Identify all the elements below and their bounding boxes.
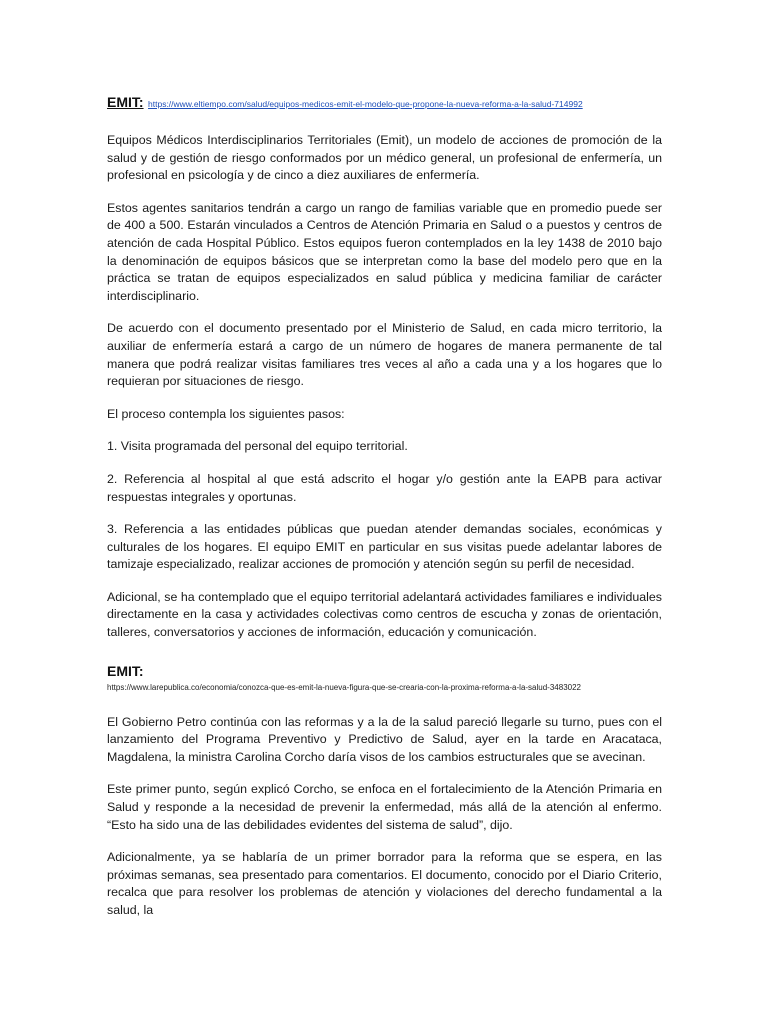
section2-url: https://www.larepublica.co/economia/conozca-que-es-emit-la-nueva-figura-que-se-crearia-con-la-proxima-reforma-a-la-salud-3483022 — [107, 682, 581, 692]
section1-paragraph-4: El proceso contempla los siguientes pasos: — [107, 406, 345, 421]
section1-step-1: 1. Visita programada del personal del equipo territorial. — [107, 439, 408, 454]
section1-paragraph-2: Estos agentes sanitarios tendrán a cargo un rango de familias variable que en promedio puede ser de 400 a 500. Estarán vinculados a Centros de Atención Primaria en Salud o a puestos y centros de atención de cada Hospital Público. Estos equipos fueron contemplados en la ley 1438 de 2010 bajo la denominación de equipos básicos que se interpretan como la base del modelo pero que en la práctica se tratan de equipos especializados en salud pública y medicina familiar de carácter interdisciplinario. — [107, 200, 662, 303]
section1-paragraph-1: Equipos Médicos Interdisciplinarios Territoriales (Emit), un modelo de acciones de promoción de la salud y de gestión de riesgo conformados por un médico general, un profesional de enfermería, un profesional en psicología y de cinco a diez auxiliares de enfermería. — [107, 133, 662, 183]
section1-paragraph-3: De acuerdo con el documento presentado por el Ministerio de Salud, en cada micro territorio, la auxiliar de enfermería estará a cargo de un número de hogares de manera permanente de tal manera que podrá realizar visitas familiares tres veces al año a cada una y a los hogares que lo requieran por situaciones de riesgo. — [107, 321, 662, 389]
section2-paragraph-3: Adicionalmente, ya se hablaría de un primer borrador para la reforma que se espera, en las próximas semanas, sea presentado para comentarios. El documento, conocido por el Diario Criterio, recalca que para resolver los problemas de atención y violaciones del derecho fundamental a la salud, la — [107, 850, 662, 917]
section2-paragraph-1: El Gobierno Petro continúa con las reformas y a la de la salud pareció llegarle su turno, pues con el lanzamiento del Programa Preventivo y Predictivo de Salud, ayer en la tarde en Aracataca, Magdalena, la ministra Carolina Corcho daría visos de los cambios estructurales que se avecinan. — [107, 714, 662, 764]
document-page — [107, 92, 662, 935]
section2-paragraph-2: Este primer punto, según explicó Corcho, se enfoca en el fortalecimiento de la Atención Primaria en Salud y responde a la necesidad de prevenir la enfermedad, más allá de la atención al enfermo. “Esto ha sido una de las debilidades evidentes del sistema de salud”, dijo. — [107, 782, 662, 832]
section1-step-2: 2. Referencia al hospital al que está adscrito el hogar y/o gestión ante la EAPB para activar respuestas integrales y oportunas. — [107, 471, 662, 504]
section2-label: EMIT: — [107, 662, 144, 679]
section1-paragraph-5: Adicional, se ha contemplado que el equipo territorial adelantará actividades familiares e individuales directamente en la casa y actividades colectivas como centros de escucha y zonas de orientación, talleres, conversatorios y acciones de información, educación y comunicación. — [107, 589, 662, 640]
section1-step-3: 3. Referencia a las entidades públicas que puedan atender demandas sociales, económicas y culturales de los hogares. El equipo EMIT en particular en sus visitas puede adelantar labores de tamizaje especializado, realizar acciones de promoción y atención según su perfil de necesidad. — [107, 522, 662, 572]
section1-heading — [107, 92, 662, 114]
section1-link[interactable]: https://www.eltiempo.com/salud/equipos-medicos-emit-el-modelo-que-propone-la-nueva-reforma-a-la-salud-714992 — [148, 99, 583, 109]
section1-label: EMIT: — [107, 94, 144, 110]
